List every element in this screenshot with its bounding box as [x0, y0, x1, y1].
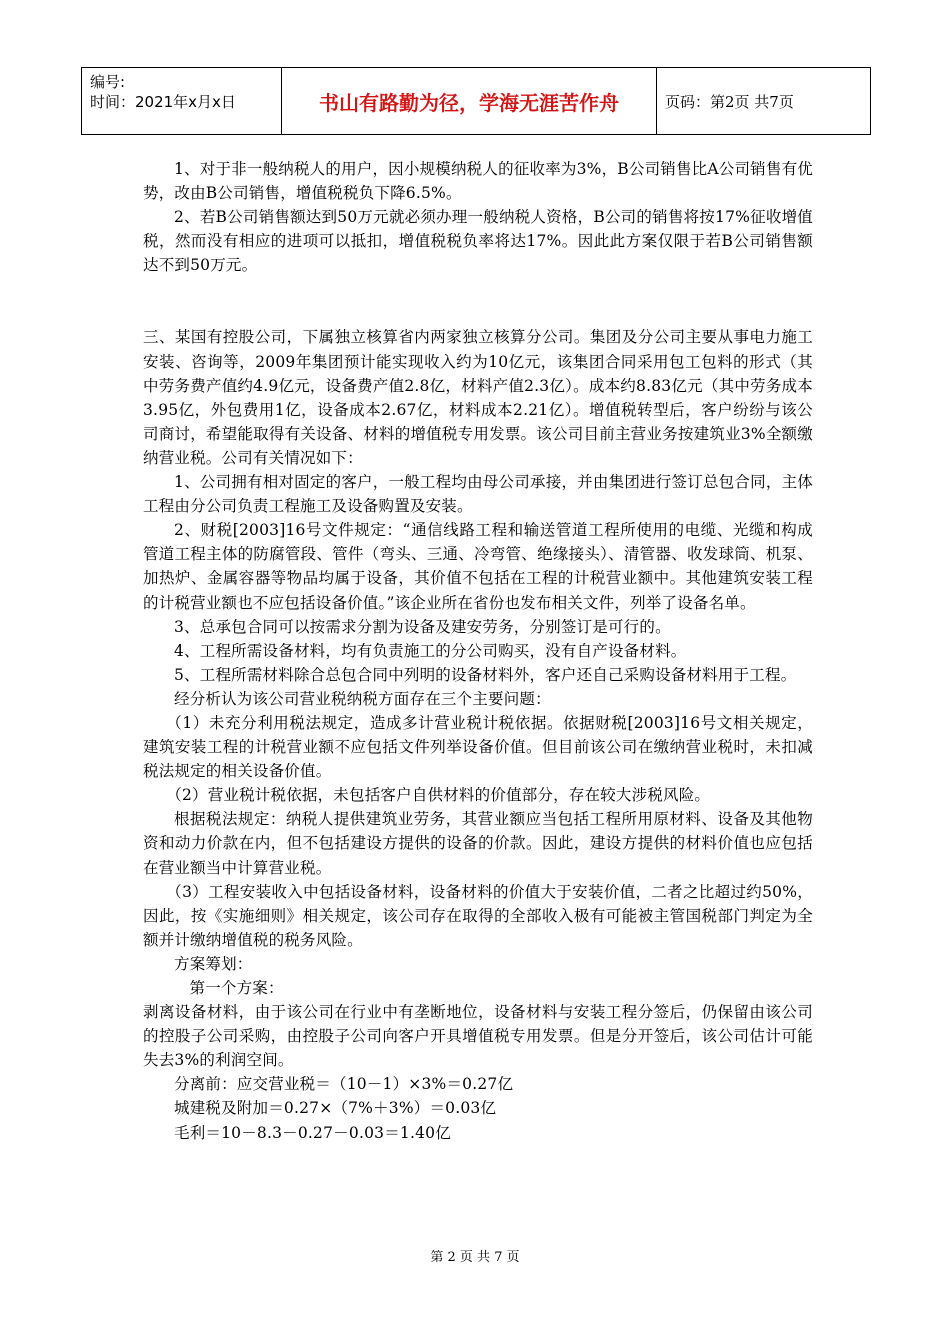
header-time-label: 时间：2021年x月x日	[90, 93, 236, 111]
paragraph: 2、若B公司销售额达到50万元就必须办理一般纳税人资格，B公司的销售将按17%征收增值税，然而没有相应的进项可以抵扣，增值税税负率将达17%。因此此方案仅限于若B公司销售额达不到50万元。	[143, 208, 813, 275]
spacer	[143, 277, 813, 325]
paragraph: 经分析认为该公司营业税纳税方面存在三个主要问题：	[174, 689, 551, 708]
paragraph: （2）营业税计税依据，未包括客户自供材料的价值部分，存在较大涉税风险。	[166, 786, 711, 805]
paragraph: 根据税法规定：纳税人提供建筑业劳务，其营业额应当包括工程所用原材料、设备及其他物资和动力价款在内，但不包括建设方提供的设备的价款。因此，建设方提供的材料价值也应包括在营业额当中计算营业税。	[143, 810, 813, 877]
header-meta	[82, 68, 282, 134]
formula-line: 分离前：应交营业税＝（10－1）×3%＝0.27亿	[174, 1075, 514, 1094]
page-footer	[0, 1246, 950, 1265]
header-page-info-text: 页码：第2页 共7页	[665, 92, 794, 111]
paragraph: 1、对于非一般纳税人的用户，因小规模纳税人的征收率为3%，B公司销售比A公司销售有优势，改由B公司销售，增值税税负下降6.5%。	[143, 160, 813, 203]
paragraph: 剥离设备材料，由于该公司在行业中有垄断地位，设备材料与安装工程分签后，仍保留由该公司的控股子公司采购，由控股子公司向客户开具增值税专用发票。但是分开签后，该公司估计可能失去3%的利润空间。	[143, 1003, 813, 1070]
paragraph: 第一个方案：	[189, 979, 284, 997]
document-body	[143, 157, 813, 1145]
header-motto-text: 书山有路勤为径，学海无涯苦作舟	[319, 90, 619, 115]
paragraph: 方案筹划：	[174, 954, 253, 973]
formula-line: 城建税及附加＝0.27×（7%＋3%）＝0.03亿	[174, 1099, 497, 1118]
header-motto	[282, 68, 657, 134]
paragraph: （1）未充分利用税法规定，造成多计营业税计税依据。依据财税[2003]16号文相关规定，建筑安装工程的计税营业额不应包括文件列举设备价值。但目前该公司在缴纳营业税时，未扣减税法规定的相关设备价值。	[143, 713, 813, 781]
formula-line: 毛利＝10－8.3－0.27－0.03＝1.40亿	[174, 1123, 451, 1142]
paragraph: （3）工程安装收入中包括设备材料，设备材料的价值大于安装价值，二者之比超过约50%，因此，按《实施细则》相关规定，该公司存在取得的全部收入极有可能被主管国税部门判定为全额并计缴纳增值税的税务风险。	[143, 882, 813, 949]
header-page-info	[657, 68, 870, 134]
paragraph: 3、总承包合同可以按需求分割为设备及建安劳务，分别签订是可行的。	[174, 617, 671, 636]
header-number-label: 编号:	[90, 73, 126, 91]
paragraph: 1、公司拥有相对固定的客户，一般工程均由母公司承接，并由集团进行签订总包合同，主体工程由分公司负责工程施工及设备购置及安装。	[143, 473, 813, 516]
paragraph: 4、工程所需设备材料，均有负责施工的分公司购买，没有自产设备材料。	[174, 641, 687, 660]
footer-page-number: 第 2 页 共 7 页	[430, 1250, 520, 1265]
paragraph: 2、财税[2003]16号文件规定：“通信线路工程和输送管道工程所使用的电缆、光缆和构成管道工程主体的防腐管段、管件（弯头、三通、冷弯管、绝缘接头）、清管器、收发球筒、机泵、加热炉、金属容器等物品均属于设备，其价值不包括在工程的计税营业额中。其他建筑安装工程的计税营业额也不应包括设备价值。”该企业所在省份也发布相关文件，列举了设备名单。	[143, 521, 813, 612]
section-heading-paragraph: 三、某国有控股公司，下属独立核算省内两家独立核算分公司。集团及分公司主要从事电力施工安装、咨询等，2009年集团预计能实现收入约为10亿元，该集团合同采用包工包料的形式（其中劳务费产值约4.9亿元，设备费产值2.8亿，材料产值2.3亿）。成本约8.83亿元（其中劳务成本3.95亿，外包费用1亿，设备成本2.67亿，材料成本2.21亿）。增值税转型后，客户纷纷与该公司商讨，希望能取得有关设备、材料的增值税专用发票。该公司目前主营业务按建筑业3%全额缴纳营业税。公司有关情况如下：	[143, 328, 813, 467]
paragraph: 5、工程所需材料除合总包合同中列明的设备材料外，客户还自己采购设备材料用于工程。	[174, 665, 797, 684]
page-header	[81, 67, 871, 135]
